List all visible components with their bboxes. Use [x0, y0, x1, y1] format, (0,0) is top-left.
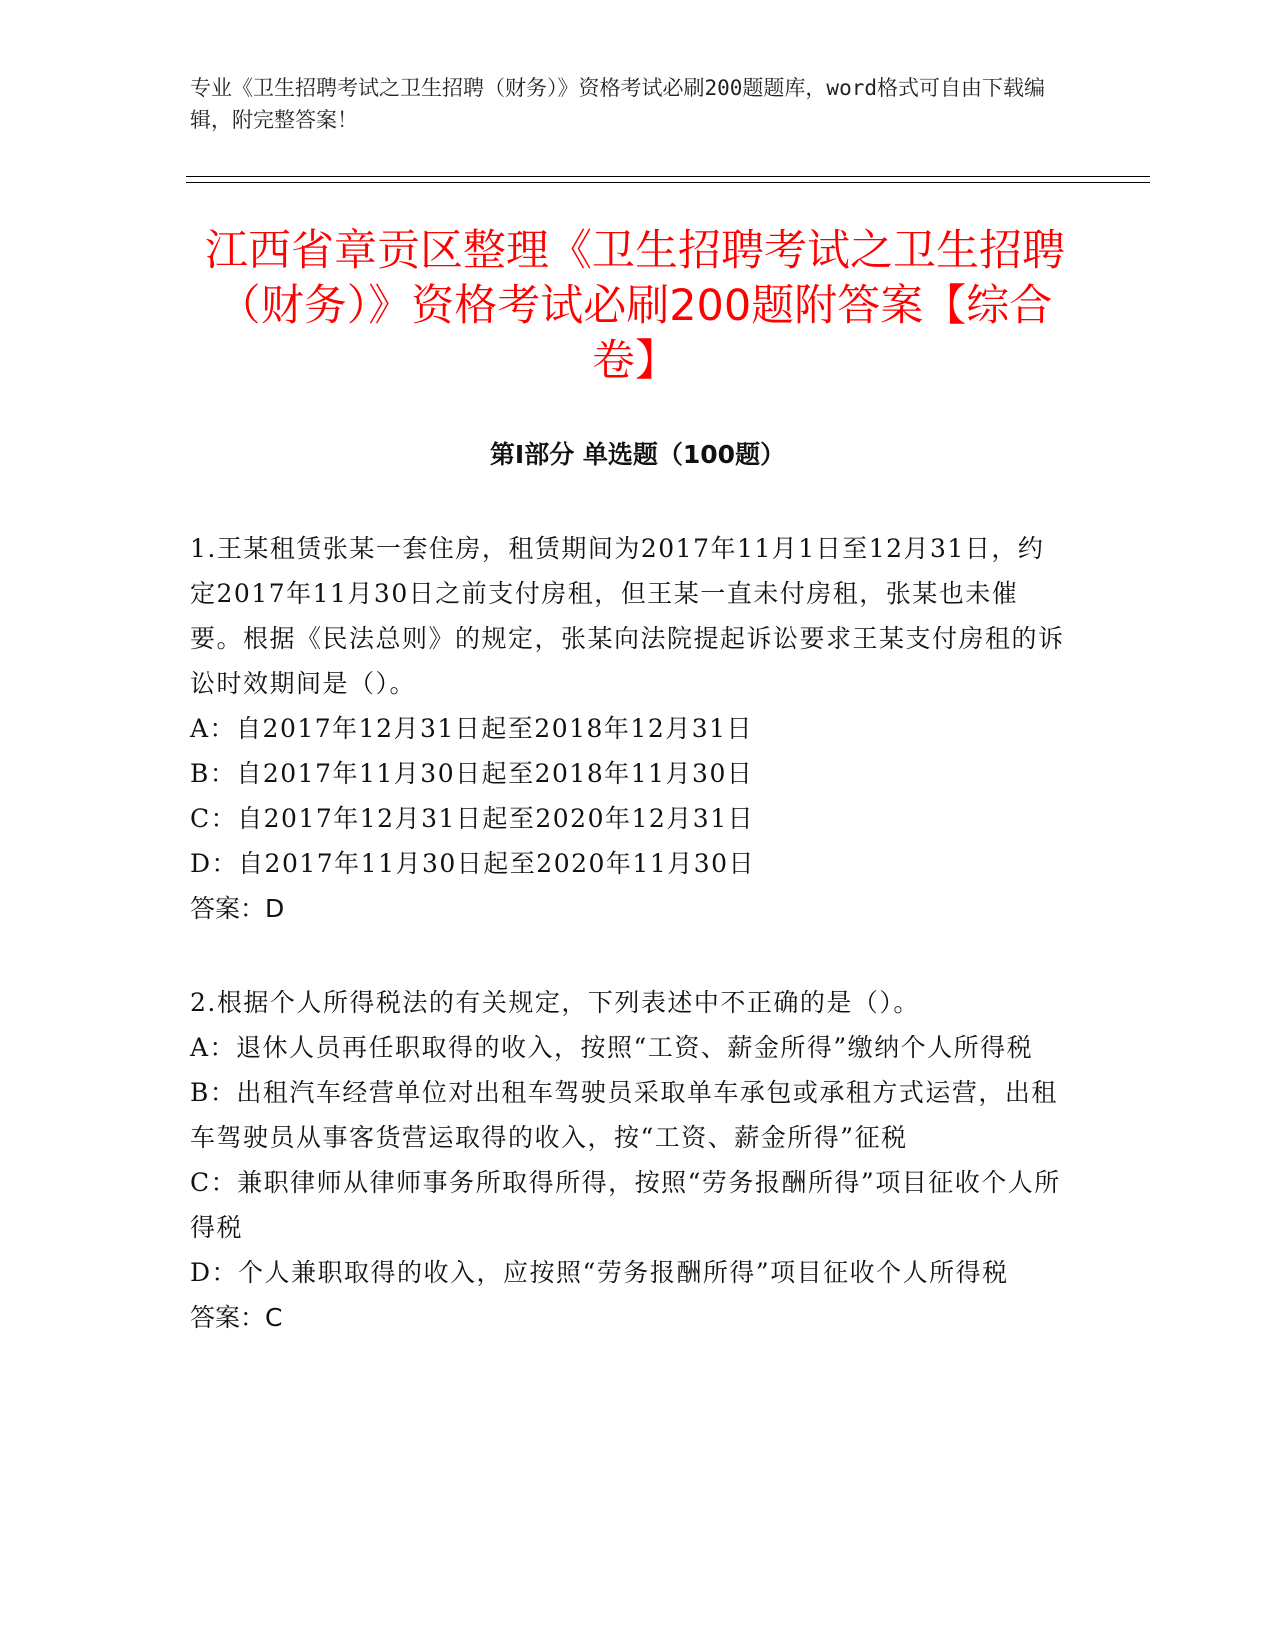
option-d: D：个人兼职取得的收入，应按照“劳务报酬所得”项目征收个人所得税 [190, 1258, 1009, 1287]
option-b: B：自2017年11月30日起至2018年11月30日 [190, 759, 754, 788]
question-block [190, 526, 1070, 931]
option-b: B：出租汽车经营单位对出租车驾驶员采取单车承包或承租方式运营，出租车驾驶员从事客货营运取得的收入，按“工资、薪金所得”征税 [190, 1078, 1058, 1152]
question-stem: 1.王某租赁张某一套住房，租赁期间为2017年11月1日至12月31日，约定2017年11月30日之前支付房租，但王某一直未付房租，张某也未催要。根据《民法总则》的规定，张某向法院提起诉讼要求王某支付房租的诉讼时效期间是（）。 [190, 534, 1065, 698]
option-a: A：自2017年12月31日起至2018年12月31日 [190, 714, 754, 743]
question-stem: 2.根据个人所得税法的有关规定，下列表述中不正确的是（）。 [190, 988, 920, 1017]
section-heading: 第I部分 单选题（100题） [489, 440, 786, 469]
document-title: 江西省章贡区整理《卫生招聘考试之卫生招聘（财务）》资格考试必刷200题附答案【综合卷】 [205, 226, 1065, 386]
option-c: C：兼职律师从律师事务所取得所得，按照“劳务报酬所得”项目征收个人所得税 [190, 1168, 1061, 1242]
header-divider-top [186, 176, 1150, 177]
option-c: C：自2017年12月31日起至2020年12月31日 [190, 804, 755, 833]
header-divider-bottom [186, 182, 1150, 183]
question-block [190, 980, 1070, 1340]
option-d: D：自2017年11月30日起至2020年11月30日 [190, 849, 756, 878]
option-a: A：退休人员再任职取得的收入，按照“工资、薪金所得”缴纳个人所得税 [190, 1033, 1034, 1062]
answer-line: 答案：C [190, 1303, 283, 1332]
header-note: 专业《卫生招聘考试之卫生招聘（财务）》资格考试必刷200题题库，word格式可自由下载编辑，附完整答案！ [190, 76, 1045, 132]
answer-line: 答案：D [190, 894, 285, 923]
